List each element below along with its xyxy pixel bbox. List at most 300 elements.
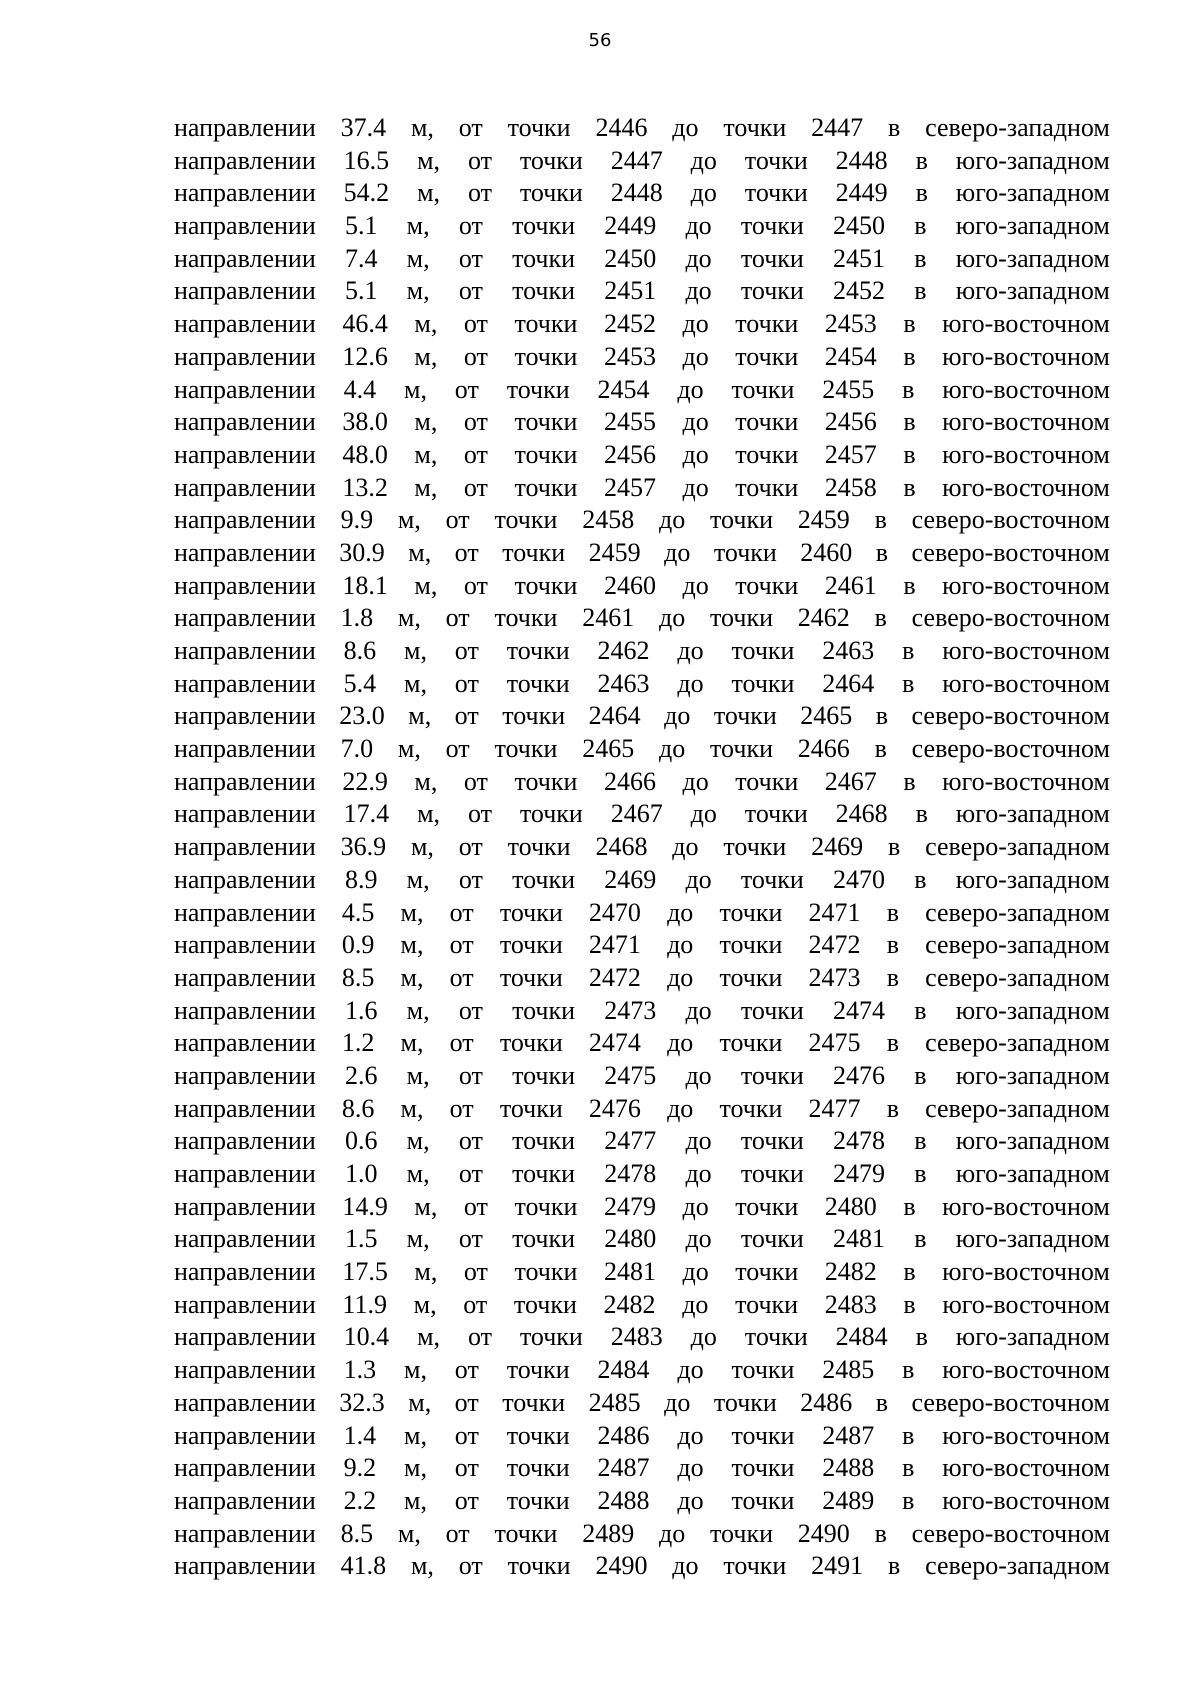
point-word: точки bbox=[512, 276, 576, 306]
in-word: в bbox=[886, 1028, 899, 1058]
in-word: в bbox=[903, 1191, 916, 1221]
lead-word: направлении bbox=[174, 374, 316, 404]
segment-length: 1.4 bbox=[343, 1420, 377, 1450]
text-line bbox=[174, 374, 1110, 407]
text-line bbox=[174, 308, 1110, 341]
from-word: от bbox=[454, 1453, 479, 1483]
to-word: до bbox=[667, 1028, 694, 1058]
to-word: до bbox=[685, 276, 712, 306]
text-line bbox=[174, 831, 1110, 864]
point-word: точки bbox=[506, 668, 570, 698]
from-word: от bbox=[458, 1224, 483, 1254]
to-point-number: 2462 bbox=[797, 603, 850, 633]
point-word: точки bbox=[512, 211, 576, 241]
point-word: точки bbox=[719, 930, 783, 960]
direction-word: юго-западном bbox=[955, 995, 1110, 1025]
segment-length: 46.4 bbox=[342, 309, 388, 339]
point-word: точки bbox=[735, 1191, 799, 1221]
from-word: от bbox=[458, 211, 483, 241]
from-word: от bbox=[467, 145, 492, 175]
direction-word: юго-восточном bbox=[942, 1257, 1110, 1287]
lead-word: направлении bbox=[174, 962, 316, 992]
point-word: точки bbox=[506, 1420, 570, 1450]
to-word: до bbox=[682, 439, 709, 469]
point-word: точки bbox=[499, 962, 563, 992]
from-word: от bbox=[454, 374, 479, 404]
from-point-number: 2461 bbox=[582, 603, 635, 633]
to-word: до bbox=[664, 701, 691, 731]
segment-length: 37.4 bbox=[340, 113, 387, 142]
to-word: до bbox=[659, 1518, 686, 1548]
from-word: от bbox=[463, 570, 488, 600]
in-word: в bbox=[914, 211, 927, 241]
unit-word: м, bbox=[408, 701, 432, 731]
from-word: от bbox=[454, 701, 479, 731]
direction-word: северо-западном bbox=[925, 1093, 1110, 1123]
to-point-number: 2484 bbox=[835, 1322, 888, 1352]
direction-word: юго-западном bbox=[955, 145, 1110, 175]
in-word: в bbox=[886, 962, 899, 992]
from-point-number: 2474 bbox=[588, 1028, 641, 1058]
from-point-number: 2471 bbox=[588, 930, 641, 960]
lead-word: направлении bbox=[174, 570, 316, 600]
from-point-number: 2473 bbox=[604, 995, 657, 1025]
to-point-number: 2483 bbox=[824, 1289, 877, 1319]
direction-word: юго-восточном bbox=[942, 439, 1110, 469]
unit-word: м, bbox=[406, 211, 430, 241]
direction-word: северо-западном bbox=[925, 113, 1110, 142]
point-word: точки bbox=[740, 1159, 804, 1188]
point-word: точки bbox=[735, 766, 799, 796]
lead-word: направлении bbox=[174, 341, 316, 371]
point-word: точки bbox=[512, 1224, 576, 1254]
unit-word: м, bbox=[408, 537, 432, 567]
direction-word: северо-западном bbox=[925, 962, 1110, 992]
from-word: от bbox=[458, 1551, 483, 1581]
text-line bbox=[174, 700, 1110, 733]
to-point-number: 2466 bbox=[797, 734, 850, 764]
segment-length: 1.0 bbox=[344, 1159, 378, 1188]
to-point-number: 2478 bbox=[833, 1126, 886, 1156]
in-word: в bbox=[886, 930, 899, 960]
direction-word: юго-восточном bbox=[942, 1420, 1110, 1450]
unit-word: м, bbox=[410, 832, 434, 862]
segment-length: 0.6 bbox=[344, 1126, 378, 1156]
direction-word: юго-западном bbox=[955, 276, 1110, 306]
to-point-number: 2464 bbox=[822, 668, 875, 698]
unit-word: м, bbox=[406, 1060, 430, 1090]
to-point-number: 2452 bbox=[833, 276, 886, 306]
point-word: точки bbox=[731, 1485, 795, 1515]
point-word: точки bbox=[735, 439, 799, 469]
unit-word: м, bbox=[414, 570, 438, 600]
from-word: от bbox=[463, 439, 488, 469]
unit-word: м, bbox=[397, 603, 421, 633]
text-line bbox=[174, 1060, 1110, 1093]
text-line bbox=[174, 472, 1110, 505]
to-point-number: 2481 bbox=[833, 1224, 886, 1254]
text-line bbox=[174, 1289, 1110, 1322]
to-word: до bbox=[677, 374, 704, 404]
from-word: от bbox=[458, 1159, 483, 1188]
to-word: до bbox=[659, 505, 686, 535]
lead-word: направлении bbox=[174, 1453, 316, 1483]
point-word: точки bbox=[719, 1028, 783, 1058]
point-word: точки bbox=[713, 537, 777, 567]
from-point-number: 2463 bbox=[597, 668, 650, 698]
segment-length: 7.0 bbox=[340, 734, 374, 764]
point-word: точки bbox=[514, 439, 578, 469]
lead-word: направлении bbox=[174, 995, 316, 1025]
in-word: в bbox=[903, 309, 916, 339]
in-word: в bbox=[914, 1159, 927, 1188]
point-word: точки bbox=[710, 603, 773, 633]
from-word: от bbox=[445, 603, 470, 633]
to-word: до bbox=[667, 1093, 694, 1123]
from-word: от bbox=[467, 1322, 492, 1352]
segment-length: 8.6 bbox=[343, 636, 377, 665]
lead-word: направлении bbox=[174, 1060, 316, 1090]
direction-word: юго-западном bbox=[955, 243, 1110, 273]
text-line bbox=[174, 1158, 1110, 1191]
point-word: точки bbox=[713, 1387, 777, 1417]
direction-word: северо-западном bbox=[925, 1028, 1110, 1058]
to-point-number: 2491 bbox=[811, 1551, 864, 1581]
segment-length: 8.9 bbox=[344, 864, 378, 894]
text-line bbox=[174, 635, 1110, 668]
from-word: от bbox=[458, 276, 483, 306]
from-point-number: 2458 bbox=[582, 505, 635, 535]
from-point-number: 2456 bbox=[603, 439, 656, 469]
unit-word: м, bbox=[417, 145, 441, 175]
point-word: точки bbox=[731, 1420, 795, 1450]
point-word: точки bbox=[506, 636, 570, 665]
point-word: точки bbox=[499, 930, 563, 960]
from-word: от bbox=[449, 897, 474, 927]
segment-length: 38.0 bbox=[342, 407, 388, 437]
unit-word: м, bbox=[414, 1191, 438, 1221]
text-line bbox=[174, 1485, 1110, 1518]
direction-word: северо-восточном bbox=[911, 734, 1110, 764]
to-word: до bbox=[690, 178, 717, 208]
from-point-number: 2457 bbox=[603, 472, 656, 502]
direction-word: юго-западном bbox=[955, 1322, 1110, 1352]
unit-word: м, bbox=[403, 1485, 427, 1515]
from-point-number: 2447 bbox=[610, 145, 663, 175]
to-word: до bbox=[667, 962, 694, 992]
segment-length: 9.9 bbox=[340, 505, 374, 535]
in-word: в bbox=[915, 145, 928, 175]
point-word: точки bbox=[710, 1518, 773, 1548]
text-line bbox=[174, 406, 1110, 439]
text-line bbox=[174, 439, 1110, 472]
lead-word: направлении bbox=[174, 309, 316, 339]
segment-length: 1.6 bbox=[344, 995, 378, 1025]
point-word: точки bbox=[719, 1093, 783, 1123]
unit-word: м, bbox=[397, 734, 421, 764]
point-word: точки bbox=[731, 1355, 795, 1385]
text-line bbox=[174, 145, 1110, 178]
lead-word: направлении bbox=[174, 603, 316, 633]
in-word: в bbox=[903, 472, 916, 502]
point-word: точки bbox=[502, 701, 566, 731]
lead-word: направлении bbox=[174, 113, 316, 142]
text-line bbox=[174, 1223, 1110, 1256]
from-word: от bbox=[463, 766, 488, 796]
to-point-number: 2448 bbox=[835, 145, 888, 175]
unit-word: м, bbox=[406, 864, 430, 894]
point-word: точки bbox=[723, 113, 787, 142]
point-word: точки bbox=[735, 407, 799, 437]
to-word: до bbox=[685, 211, 712, 241]
from-word: от bbox=[467, 178, 492, 208]
from-word: от bbox=[449, 962, 474, 992]
text-line bbox=[174, 275, 1110, 308]
point-word: точки bbox=[507, 832, 571, 862]
in-word: в bbox=[902, 668, 915, 698]
in-word: в bbox=[902, 1420, 915, 1450]
point-word: точки bbox=[512, 1159, 576, 1188]
in-word: в bbox=[914, 1224, 927, 1254]
point-word: точки bbox=[731, 1453, 795, 1483]
point-word: точки bbox=[744, 145, 808, 175]
to-word: до bbox=[677, 1355, 704, 1385]
lead-word: направлении bbox=[174, 1420, 316, 1450]
lead-word: направлении bbox=[174, 211, 316, 241]
in-word: в bbox=[886, 1093, 899, 1123]
from-point-number: 2482 bbox=[603, 1289, 656, 1319]
segment-length: 7.4 bbox=[344, 243, 378, 273]
point-word: точки bbox=[512, 243, 576, 273]
in-word: в bbox=[914, 276, 927, 306]
to-word: до bbox=[677, 1420, 704, 1450]
from-point-number: 2484 bbox=[597, 1355, 650, 1385]
segment-length: 10.4 bbox=[343, 1322, 390, 1352]
lead-word: направлении bbox=[174, 701, 316, 731]
text-line bbox=[174, 504, 1110, 537]
point-word: точки bbox=[512, 995, 576, 1025]
point-word: точки bbox=[519, 1322, 583, 1352]
unit-word: м, bbox=[400, 1093, 424, 1123]
lead-word: направлении bbox=[174, 1518, 316, 1548]
unit-word: м, bbox=[406, 1224, 430, 1254]
point-word: точки bbox=[735, 341, 799, 371]
direction-word: юго-восточном bbox=[942, 766, 1110, 796]
point-word: точки bbox=[506, 374, 570, 404]
segment-length: 9.2 bbox=[343, 1453, 377, 1483]
from-point-number: 2475 bbox=[604, 1060, 657, 1090]
lead-word: направлении bbox=[174, 1289, 316, 1319]
point-word: точки bbox=[514, 309, 578, 339]
in-word: в bbox=[903, 407, 916, 437]
segment-length: 1.2 bbox=[341, 1028, 375, 1058]
point-word: точки bbox=[735, 1289, 799, 1319]
point-word: точки bbox=[514, 570, 578, 600]
in-word: в bbox=[915, 1322, 928, 1352]
from-word: от bbox=[445, 1518, 470, 1548]
from-word: от bbox=[458, 864, 483, 894]
in-word: в bbox=[902, 374, 915, 404]
direction-word: юго-восточном bbox=[942, 374, 1110, 404]
lead-word: направлении bbox=[174, 1387, 316, 1417]
in-word: в bbox=[903, 766, 916, 796]
to-word: до bbox=[682, 407, 709, 437]
direction-word: северо-западном bbox=[925, 832, 1110, 862]
unit-word: м, bbox=[403, 1355, 427, 1385]
point-word: точки bbox=[735, 1257, 799, 1287]
to-point-number: 2469 bbox=[811, 832, 864, 862]
from-word: от bbox=[458, 243, 483, 273]
point-word: точки bbox=[740, 276, 804, 306]
direction-word: северо-западном bbox=[925, 897, 1110, 927]
text-line bbox=[174, 766, 1110, 799]
unit-word: м, bbox=[406, 1126, 430, 1156]
unit-word: м, bbox=[413, 1289, 437, 1319]
to-point-number: 2470 bbox=[833, 864, 886, 894]
segment-length: 13.2 bbox=[342, 472, 388, 502]
in-word: в bbox=[888, 113, 901, 142]
from-point-number: 2485 bbox=[588, 1387, 641, 1417]
from-point-number: 2448 bbox=[610, 178, 663, 208]
from-word: от bbox=[445, 505, 470, 535]
from-point-number: 2488 bbox=[597, 1485, 650, 1515]
text-line bbox=[174, 1354, 1110, 1387]
to-point-number: 2473 bbox=[808, 962, 861, 992]
to-point-number: 2458 bbox=[824, 472, 877, 502]
text-line bbox=[174, 1027, 1110, 1060]
from-word: от bbox=[458, 995, 483, 1025]
to-point-number: 2455 bbox=[822, 374, 875, 404]
in-word: в bbox=[888, 1551, 901, 1581]
from-word: от bbox=[463, 341, 488, 371]
point-word: точки bbox=[740, 1224, 804, 1254]
point-word: точки bbox=[519, 145, 583, 175]
to-point-number: 2463 bbox=[822, 636, 875, 665]
segment-length: 2.2 bbox=[343, 1485, 377, 1515]
unit-word: м, bbox=[410, 1551, 434, 1581]
text-line bbox=[174, 602, 1110, 635]
point-word: точки bbox=[740, 211, 804, 241]
lead-word: направлении bbox=[174, 636, 316, 665]
to-point-number: 2486 bbox=[800, 1387, 853, 1417]
point-word: точки bbox=[506, 1355, 570, 1385]
to-point-number: 2451 bbox=[833, 243, 886, 273]
from-point-number: 2464 bbox=[588, 701, 641, 731]
to-point-number: 2490 bbox=[797, 1518, 850, 1548]
from-word: от bbox=[449, 1093, 474, 1123]
segment-length: 2.6 bbox=[344, 1060, 378, 1090]
to-point-number: 2472 bbox=[808, 930, 861, 960]
in-word: в bbox=[902, 1485, 915, 1515]
segment-length: 4.5 bbox=[341, 897, 375, 927]
point-word: точки bbox=[735, 309, 799, 339]
direction-word: юго-восточном bbox=[942, 1453, 1110, 1483]
lead-word: направлении bbox=[174, 734, 316, 764]
lead-word: направлении bbox=[174, 1224, 316, 1254]
lead-word: направлении bbox=[174, 1355, 316, 1385]
from-word: от bbox=[458, 113, 483, 142]
point-word: точки bbox=[494, 1518, 558, 1548]
point-word: точки bbox=[512, 1126, 576, 1156]
to-word: до bbox=[667, 930, 694, 960]
segment-length: 5.4 bbox=[343, 668, 377, 698]
text-line bbox=[174, 1452, 1110, 1485]
segment-length: 1.5 bbox=[344, 1224, 378, 1254]
direction-word: юго-западном bbox=[955, 178, 1110, 208]
segment-length: 22.9 bbox=[342, 766, 388, 796]
direction-word: северо-восточном bbox=[911, 701, 1110, 731]
unit-word: м, bbox=[408, 1387, 432, 1417]
lead-word: направлении bbox=[174, 276, 316, 306]
from-word: от bbox=[463, 407, 488, 437]
to-word: до bbox=[685, 1060, 712, 1090]
direction-word: северо-восточном bbox=[911, 1387, 1110, 1417]
to-point-number: 2479 bbox=[833, 1159, 886, 1188]
from-point-number: 2489 bbox=[582, 1518, 635, 1548]
from-point-number: 2453 bbox=[603, 341, 656, 371]
lead-word: направлении bbox=[174, 864, 316, 894]
lead-word: направлении bbox=[174, 897, 316, 927]
to-point-number: 2465 bbox=[800, 701, 853, 731]
lead-word: направлении bbox=[174, 1126, 316, 1156]
from-word: от bbox=[445, 734, 470, 764]
from-word: от bbox=[454, 537, 479, 567]
point-word: точки bbox=[502, 537, 566, 567]
to-word: до bbox=[685, 1126, 712, 1156]
to-point-number: 2475 bbox=[808, 1028, 861, 1058]
segment-length: 0.9 bbox=[341, 930, 375, 960]
text-line bbox=[174, 570, 1110, 603]
point-word: точки bbox=[723, 832, 787, 862]
to-point-number: 2468 bbox=[835, 799, 888, 829]
segment-length: 23.0 bbox=[339, 701, 385, 731]
to-point-number: 2489 bbox=[822, 1485, 875, 1515]
unit-word: м, bbox=[406, 243, 430, 273]
direction-word: северо-восточном bbox=[911, 505, 1110, 535]
to-point-number: 2453 bbox=[824, 309, 877, 339]
from-point-number: 2451 bbox=[604, 276, 657, 306]
direction-word: северо-западном bbox=[925, 1551, 1110, 1581]
segment-length: 41.8 bbox=[340, 1551, 387, 1581]
to-word: до bbox=[682, 766, 709, 796]
in-word: в bbox=[902, 1355, 915, 1385]
to-point-number: 2482 bbox=[824, 1257, 877, 1287]
from-word: от bbox=[463, 1257, 488, 1287]
unit-word: м, bbox=[414, 407, 438, 437]
from-point-number: 2465 bbox=[582, 734, 635, 764]
from-point-number: 2446 bbox=[595, 113, 648, 142]
unit-word: м, bbox=[414, 309, 438, 339]
to-word: до bbox=[677, 636, 704, 665]
to-point-number: 2447 bbox=[811, 113, 864, 142]
lead-word: направлении bbox=[174, 668, 316, 698]
lead-word: направлении bbox=[174, 505, 316, 535]
direction-word: юго-восточном bbox=[942, 309, 1110, 339]
point-word: точки bbox=[514, 407, 578, 437]
to-point-number: 2449 bbox=[835, 178, 888, 208]
point-word: точки bbox=[719, 897, 783, 927]
segment-length: 54.2 bbox=[343, 178, 390, 208]
lead-word: направлении bbox=[174, 1093, 316, 1123]
in-word: в bbox=[915, 799, 928, 829]
in-word: в bbox=[874, 1518, 887, 1548]
to-word: до bbox=[677, 1485, 704, 1515]
to-word: до bbox=[677, 668, 704, 698]
point-word: точки bbox=[731, 374, 795, 404]
from-point-number: 2470 bbox=[588, 897, 641, 927]
unit-word: м, bbox=[414, 439, 438, 469]
segment-length: 8.6 bbox=[341, 1093, 375, 1123]
